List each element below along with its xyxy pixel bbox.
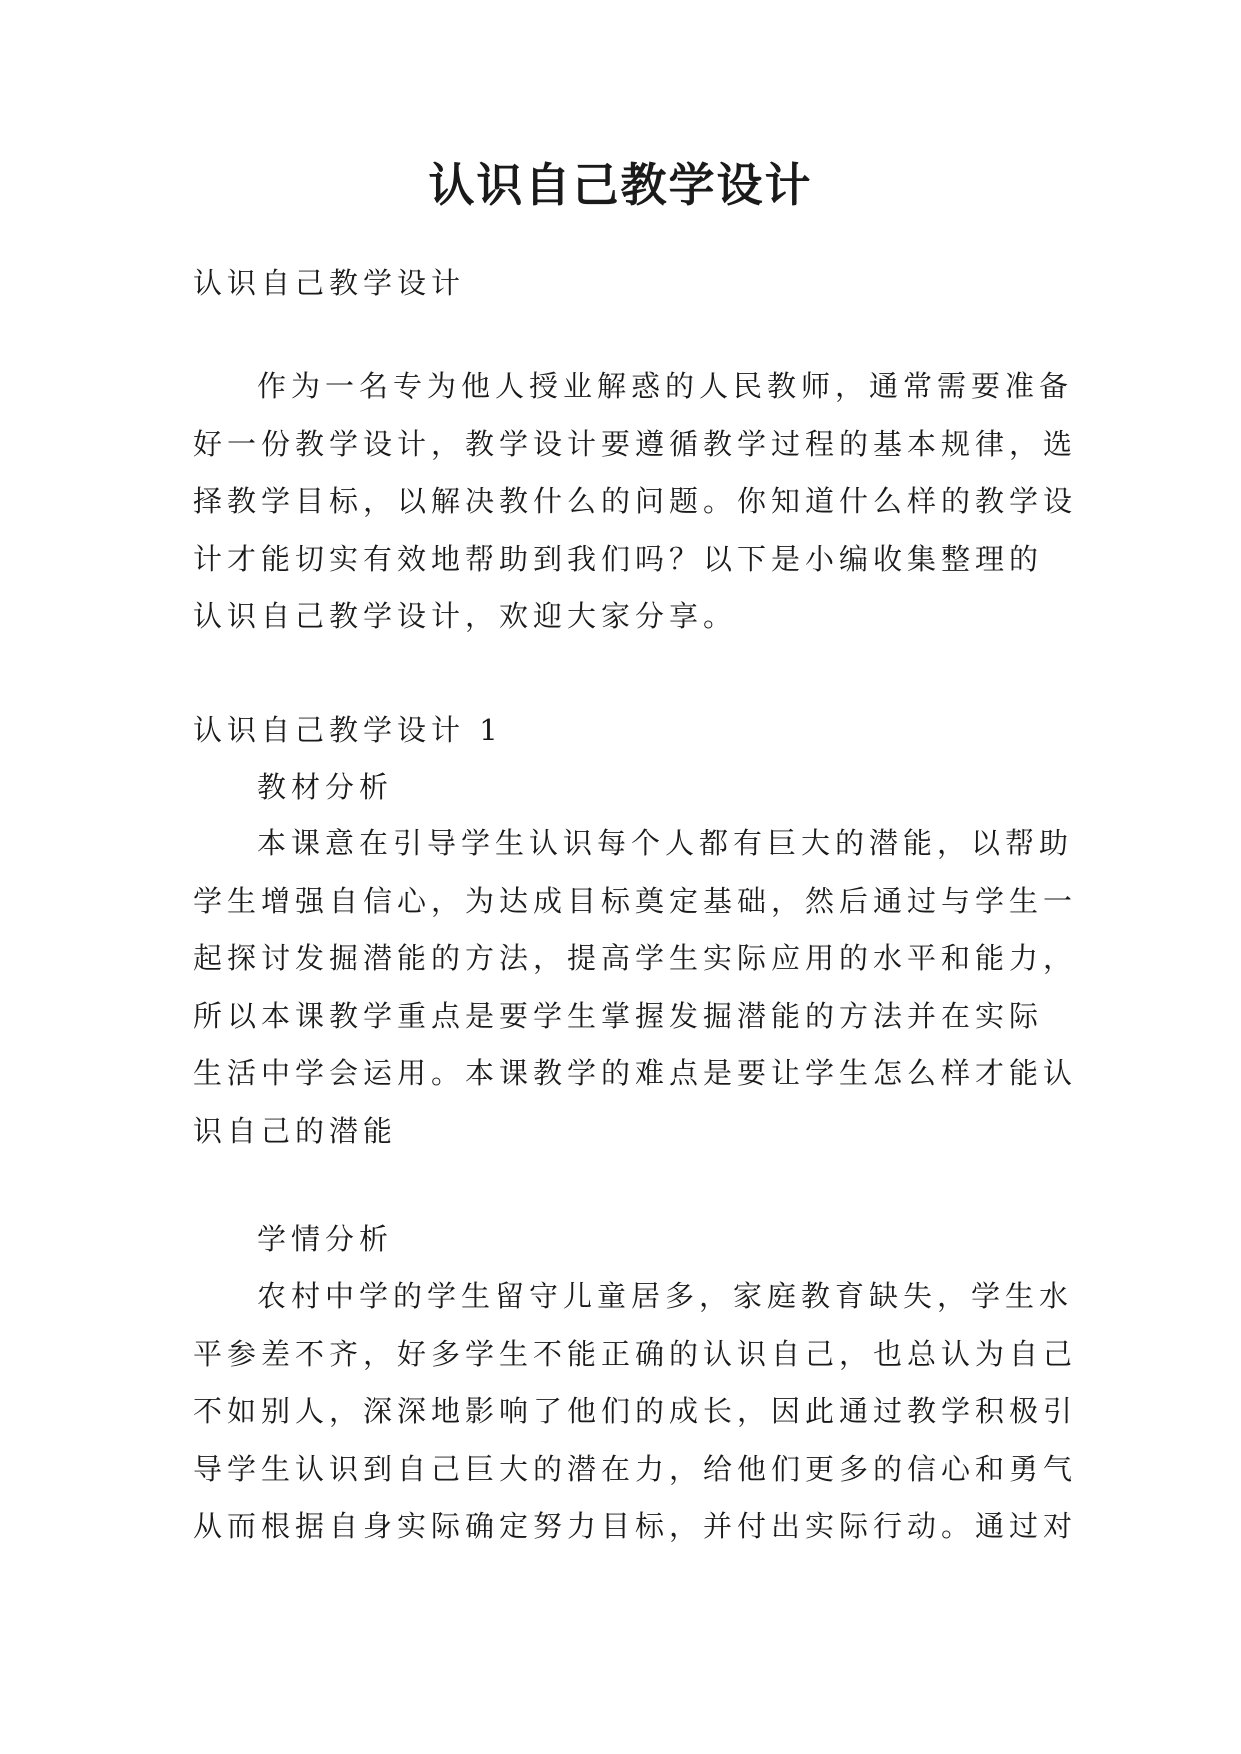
textbook-analysis-paragraph	[193, 815, 1078, 1160]
intro-paragraph	[193, 358, 1078, 646]
intro-line: 认识自己教学设计，欢迎大家分享。	[193, 599, 738, 633]
textbook-line: 识自己的潜能	[193, 1113, 398, 1148]
student-line: 平参差不齐，好多学生不能正确的认识自己，也总认为自己	[193, 1336, 1078, 1371]
section-heading: 认识自己教学设计 1	[193, 713, 503, 747]
student-line: 农村中学的学生留守儿童居多，家庭教育缺失，学生水	[257, 1279, 1074, 1313]
intro-line: 择教学目标，以解决教什么的问题。你知道什么样的教学设	[193, 484, 1078, 518]
intro-line: 作为一名专为他人授业解惑的人民教师，通常需要准备	[257, 369, 1074, 403]
document-subtitle: 认识自己教学设计	[193, 266, 466, 300]
textbook-analysis-heading: 教材分析	[257, 770, 394, 804]
student-line: 从而根据自身实际确定努力目标，并付出实际行动。通过对	[193, 1509, 1078, 1543]
intro-line: 好一份教学设计，教学设计要遵循教学过程的基本规律，选	[193, 426, 1078, 461]
textbook-line: 所以本课教学重点是要学生掌握发掘潜能的方法并在实际	[193, 998, 1044, 1033]
student-line: 不如别人，深深地影响了他们的成长，因此通过教学积极引	[193, 1394, 1078, 1428]
textbook-line: 本课意在引导学生认识每个人都有巨大的潜能，以帮助	[257, 826, 1074, 860]
textbook-line: 起探讨发掘潜能的方法，提高学生实际应用的水平和能力，	[193, 941, 1078, 975]
intro-line: 计才能切实有效地帮助到我们吗？以下是小编收集整理的	[193, 541, 1044, 576]
student-analysis-paragraph	[193, 1268, 1078, 1556]
textbook-line: 生活中学会运用。本课教学的难点是要让学生怎么样才能认	[193, 1056, 1078, 1090]
student-analysis-heading: 学情分析	[257, 1222, 394, 1256]
document-title: 认识自己教学设计	[428, 158, 813, 212]
student-line: 导学生认识到自己巨大的潜在力，给他们更多的信心和勇气	[193, 1451, 1078, 1486]
textbook-line: 学生增强自信心，为达成目标奠定基础，然后通过与学生一	[193, 883, 1078, 918]
